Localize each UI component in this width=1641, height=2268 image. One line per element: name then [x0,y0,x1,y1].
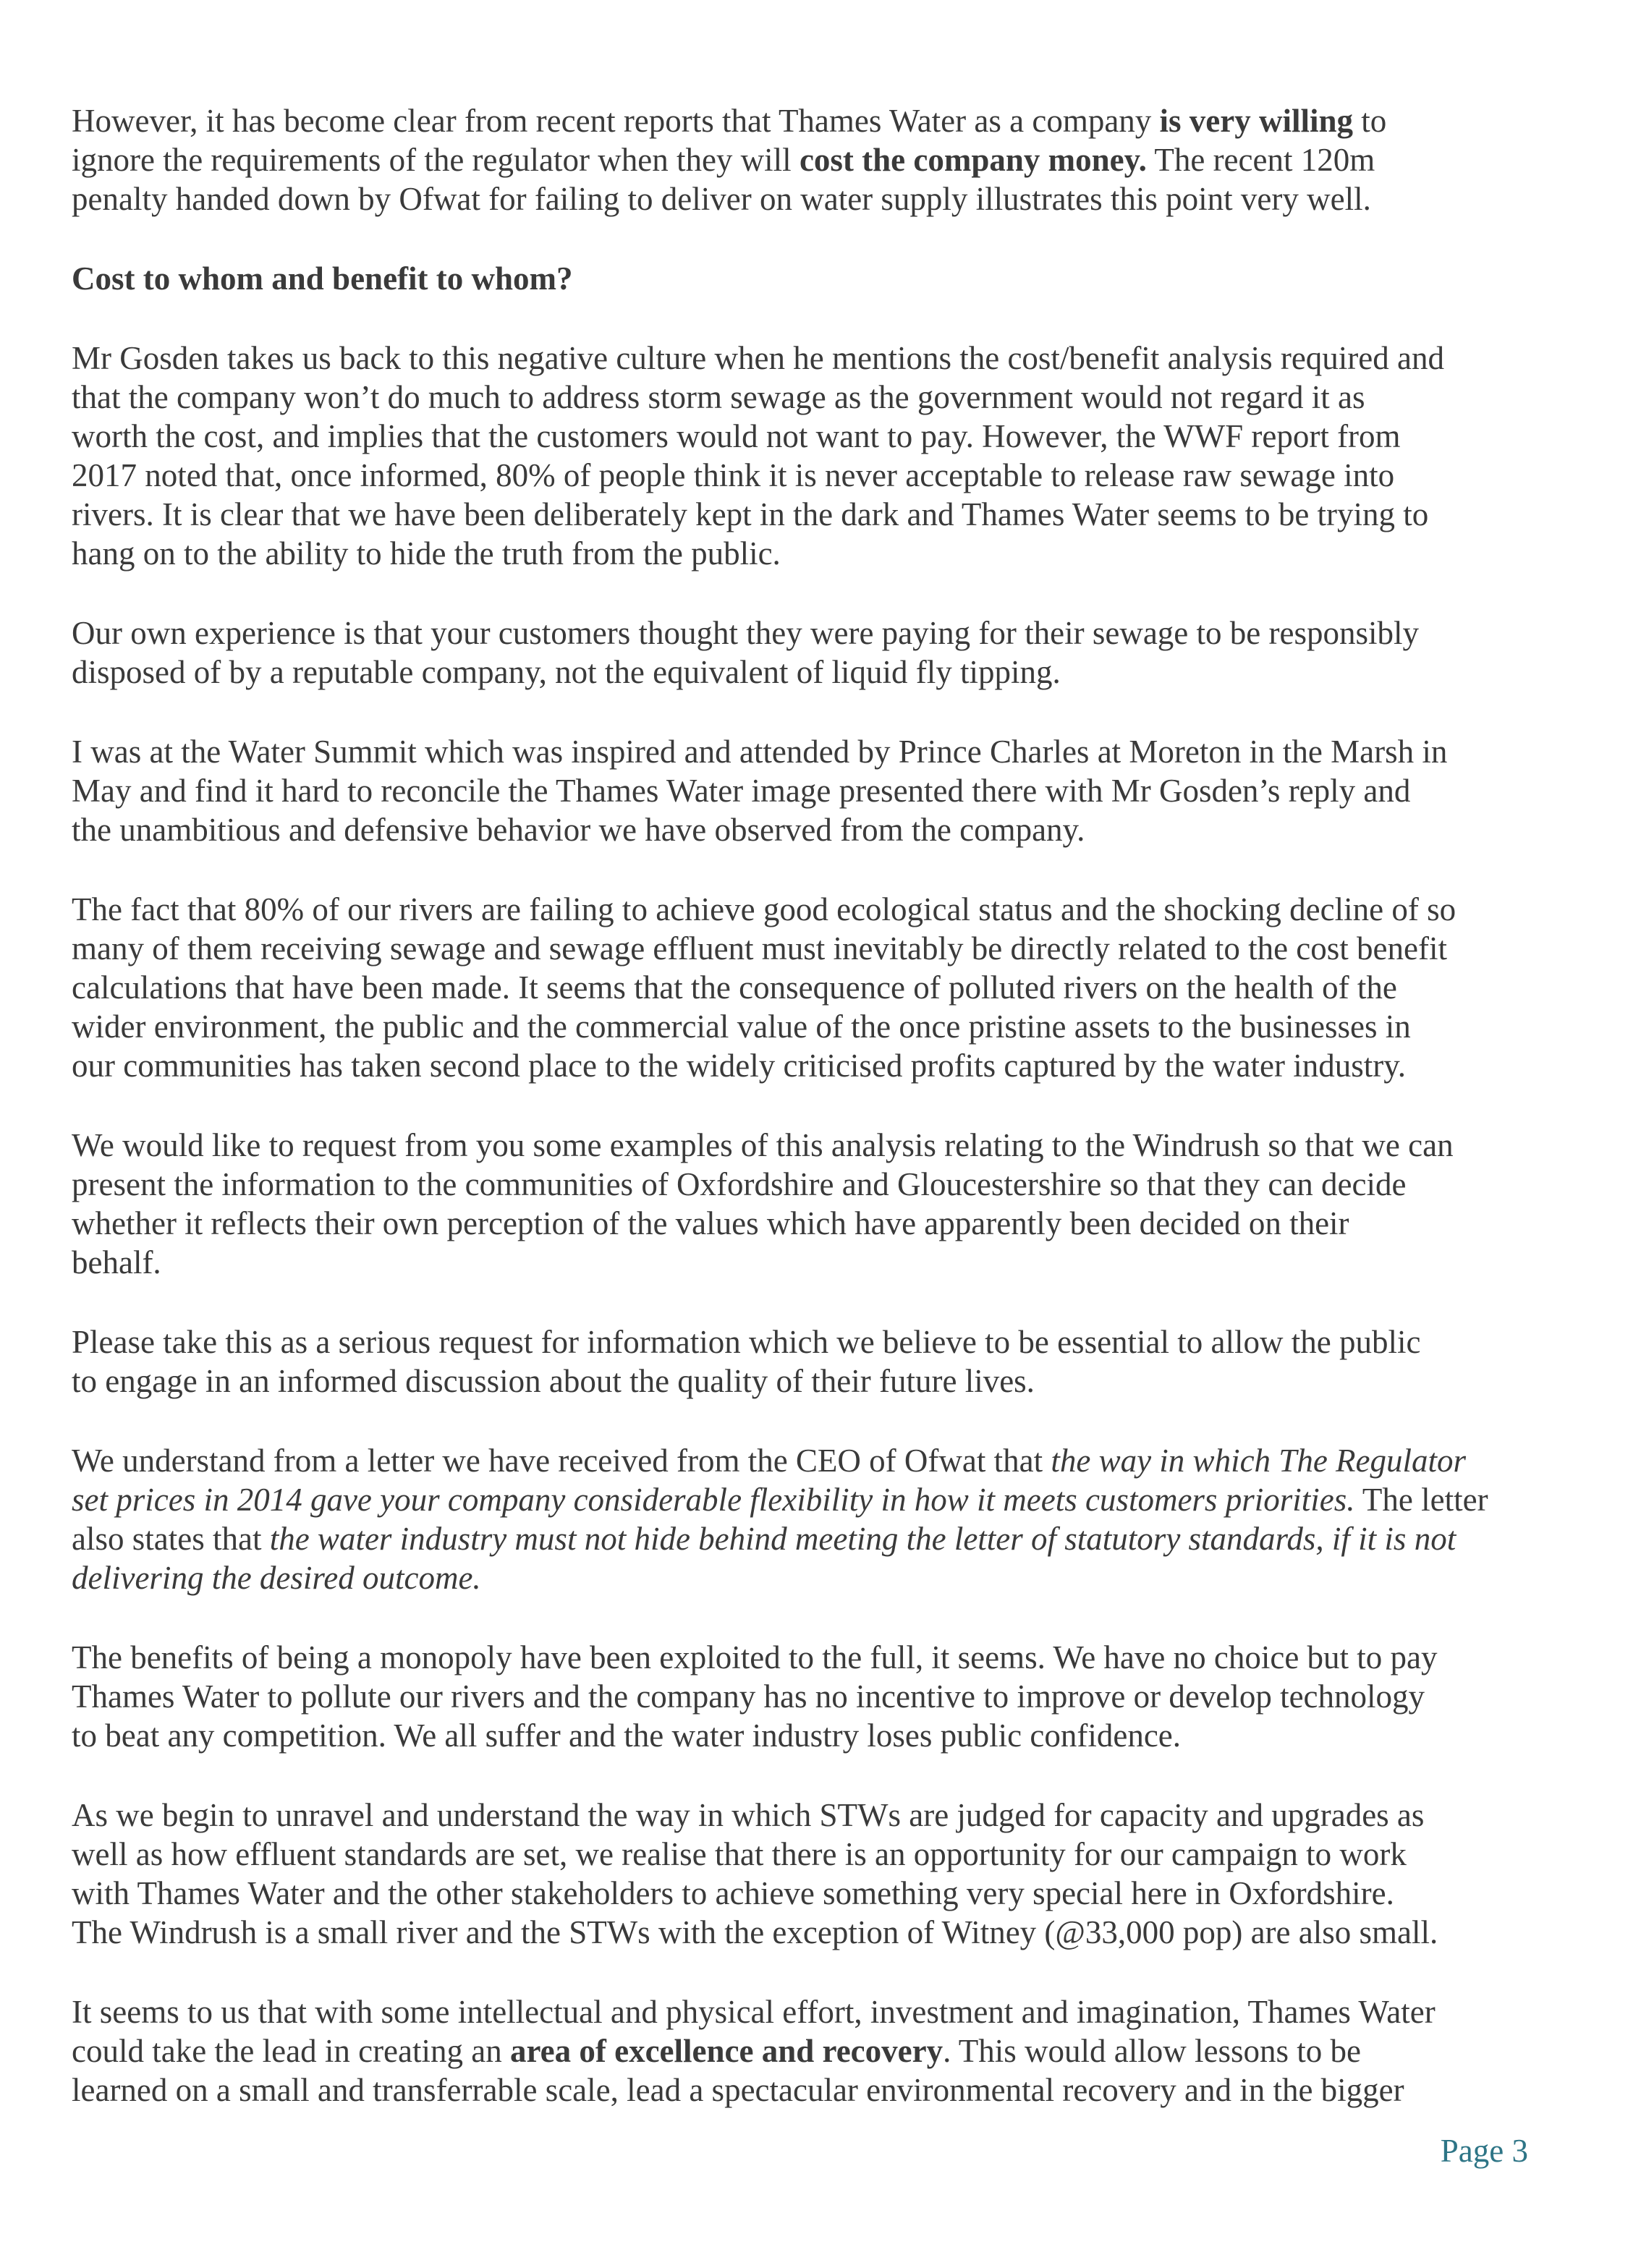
text-run: 2017 noted that, once informed, 80% of people think it is never acceptable to release raw sewage into [72,457,1395,493]
text-run: to beat any competition. We all suffer and the water industry loses public confidence. [72,1717,1182,1754]
text-run: We would like to request from you some examples of this analysis relating to the Windrush so that we can [72,1127,1454,1163]
text-run: area of excellence and recovery [509,2033,944,2069]
text-run: set prices in 2014 gave your company considerable flexibility in how it meets customers priorities. [72,1482,1355,1518]
text-run: . This would allow lessons to be [943,2033,1361,2069]
text-run: many of them receiving sewage and sewage effluent must inevitably be directly related to the cost benefit [72,930,1447,967]
text-run: could take the lead in creating an [72,2033,510,2069]
text-run: calculations that have been made. It seems that the consequence of polluted rivers on the health of the [72,969,1397,1006]
text-run: penalty handed down by Ofwat for failing to deliver on water supply illustrates this point very well. [72,181,1371,217]
paragraph-own-experience [72,613,1612,692]
letter-body [72,101,1612,2150]
text-run: disposed of by a reputable company, not the equivalent of liquid fly tipping. [72,654,1061,690]
paragraph-serious-request [72,1322,1612,1401]
text-run: that the company won’t do much to address storm sewage as the government would not regard it as [72,379,1365,415]
text-run: rivers. It is clear that we have been deliberately kept in the dark and Thames Water seems to be trying to [72,496,1429,532]
page-number: Page 3 [1440,2133,1528,2169]
text-run: We understand from a letter we have received from the CEO of Ofwat that [72,1443,1051,1479]
text-run: wider environment, the public and the commercial value of the once pristine assets to the businesses in [72,1008,1411,1045]
paragraph-monopoly [72,1638,1612,1755]
text-run: to [1353,103,1387,139]
text-run: Mr Gosden takes us back to this negative culture when he mentions the cost/benefit analysis required and [72,340,1444,376]
text-run: The letter [1354,1482,1488,1518]
text-run: our communities has taken second place to the widely criticised profits captured by the water industry. [72,1048,1407,1084]
text-run: Our own experience is that your customers thought they were paying for their sewage to be responsibly [72,615,1419,651]
text-run: The Windrush is a small river and the STWs with the exception of Witney (@33,000 pop) are also small. [72,1914,1438,1950]
text-run: delivering the desired outcome. [72,1560,481,1596]
paragraph-request-examples [72,1126,1612,1282]
text-run: Cost to whom and benefit to whom? [72,260,573,297]
text-run: present the information to the communities of Oxfordshire and Gloucestershire so that they can decide [72,1166,1407,1202]
text-run: the way in which The Regulator [1051,1443,1467,1479]
text-run: It seems to us that with some intellectual and physical effort, investment and imagination, Thames Water [72,1994,1436,2030]
text-run: whether it reflects their own perception of the values which have apparently been decided on their [72,1205,1349,1241]
text-run: Please take this as a serious request for information which we believe to be essential to allow the public [72,1324,1421,1360]
paragraph-area-of-excellence [72,1992,1612,2110]
text-run: The fact that 80% of our rivers are failing to achieve good ecological status and the shocking decline of so [72,891,1456,927]
text-run: learned on a small and transferrable scale, lead a spectacular environmental recovery and in the bigger [72,2072,1404,2108]
text-run: I was at the Water Summit which was inspired and attended by Prince Charles at Moreton in the Marsh in [72,734,1448,770]
text-run: cost the company money. [799,142,1147,178]
text-run: with Thames Water and the other stakeholders to achieve something very special here in Oxfordshire. [72,1875,1394,1911]
text-run: May and find it hard to reconcile the Thames Water image presented there with Mr Gosden’s reply and [72,773,1411,809]
text-run: ignore the requirements of the regulator when they will [72,142,800,178]
paragraph-water-summit [72,732,1612,849]
text-run: the water industry must not hide behind meeting the letter of statutory standards, if it is not [269,1521,1456,1557]
section-heading-cost-benefit [72,259,1612,298]
text-run: also states that [72,1521,270,1557]
text-run: worth the cost, and implies that the customers would not want to pay. However, the WWF report from [72,418,1401,454]
text-run: However, it has become clear from recent reports that Thames Water as a company [72,103,1160,139]
paragraph-stw-campaign [72,1796,1612,1952]
paragraph-gosden-culture [72,339,1612,573]
text-run: behalf. [72,1244,161,1280]
text-run: Thames Water to pollute our rivers and the company has no incentive to improve or develop technology [72,1678,1425,1715]
paragraph-ofwat-letter [72,1441,1612,1597]
text-run: is very willing [1159,103,1354,139]
paragraph-rivers-failing [72,890,1612,1085]
text-run: The benefits of being a monopoly have been exploited to the full, it seems. We have no choice but to pay [72,1639,1438,1675]
text-run: As we begin to unravel and understand the way in which STWs are judged for capacity and upgrades as [72,1797,1425,1833]
text-run: to engage in an informed discussion about the quality of their future lives. [72,1363,1035,1399]
text-run: well as how effluent standards are set, we realise that there is an opportunity for our campaign to work [72,1836,1407,1872]
text-run: the unambitious and defensive behavior we have observed from the company. [72,812,1085,848]
paragraph-ofwat-penalty [72,101,1612,218]
text-run: The recent 120m [1146,142,1375,178]
text-run: hang on to the ability to hide the truth from the public. [72,535,781,572]
